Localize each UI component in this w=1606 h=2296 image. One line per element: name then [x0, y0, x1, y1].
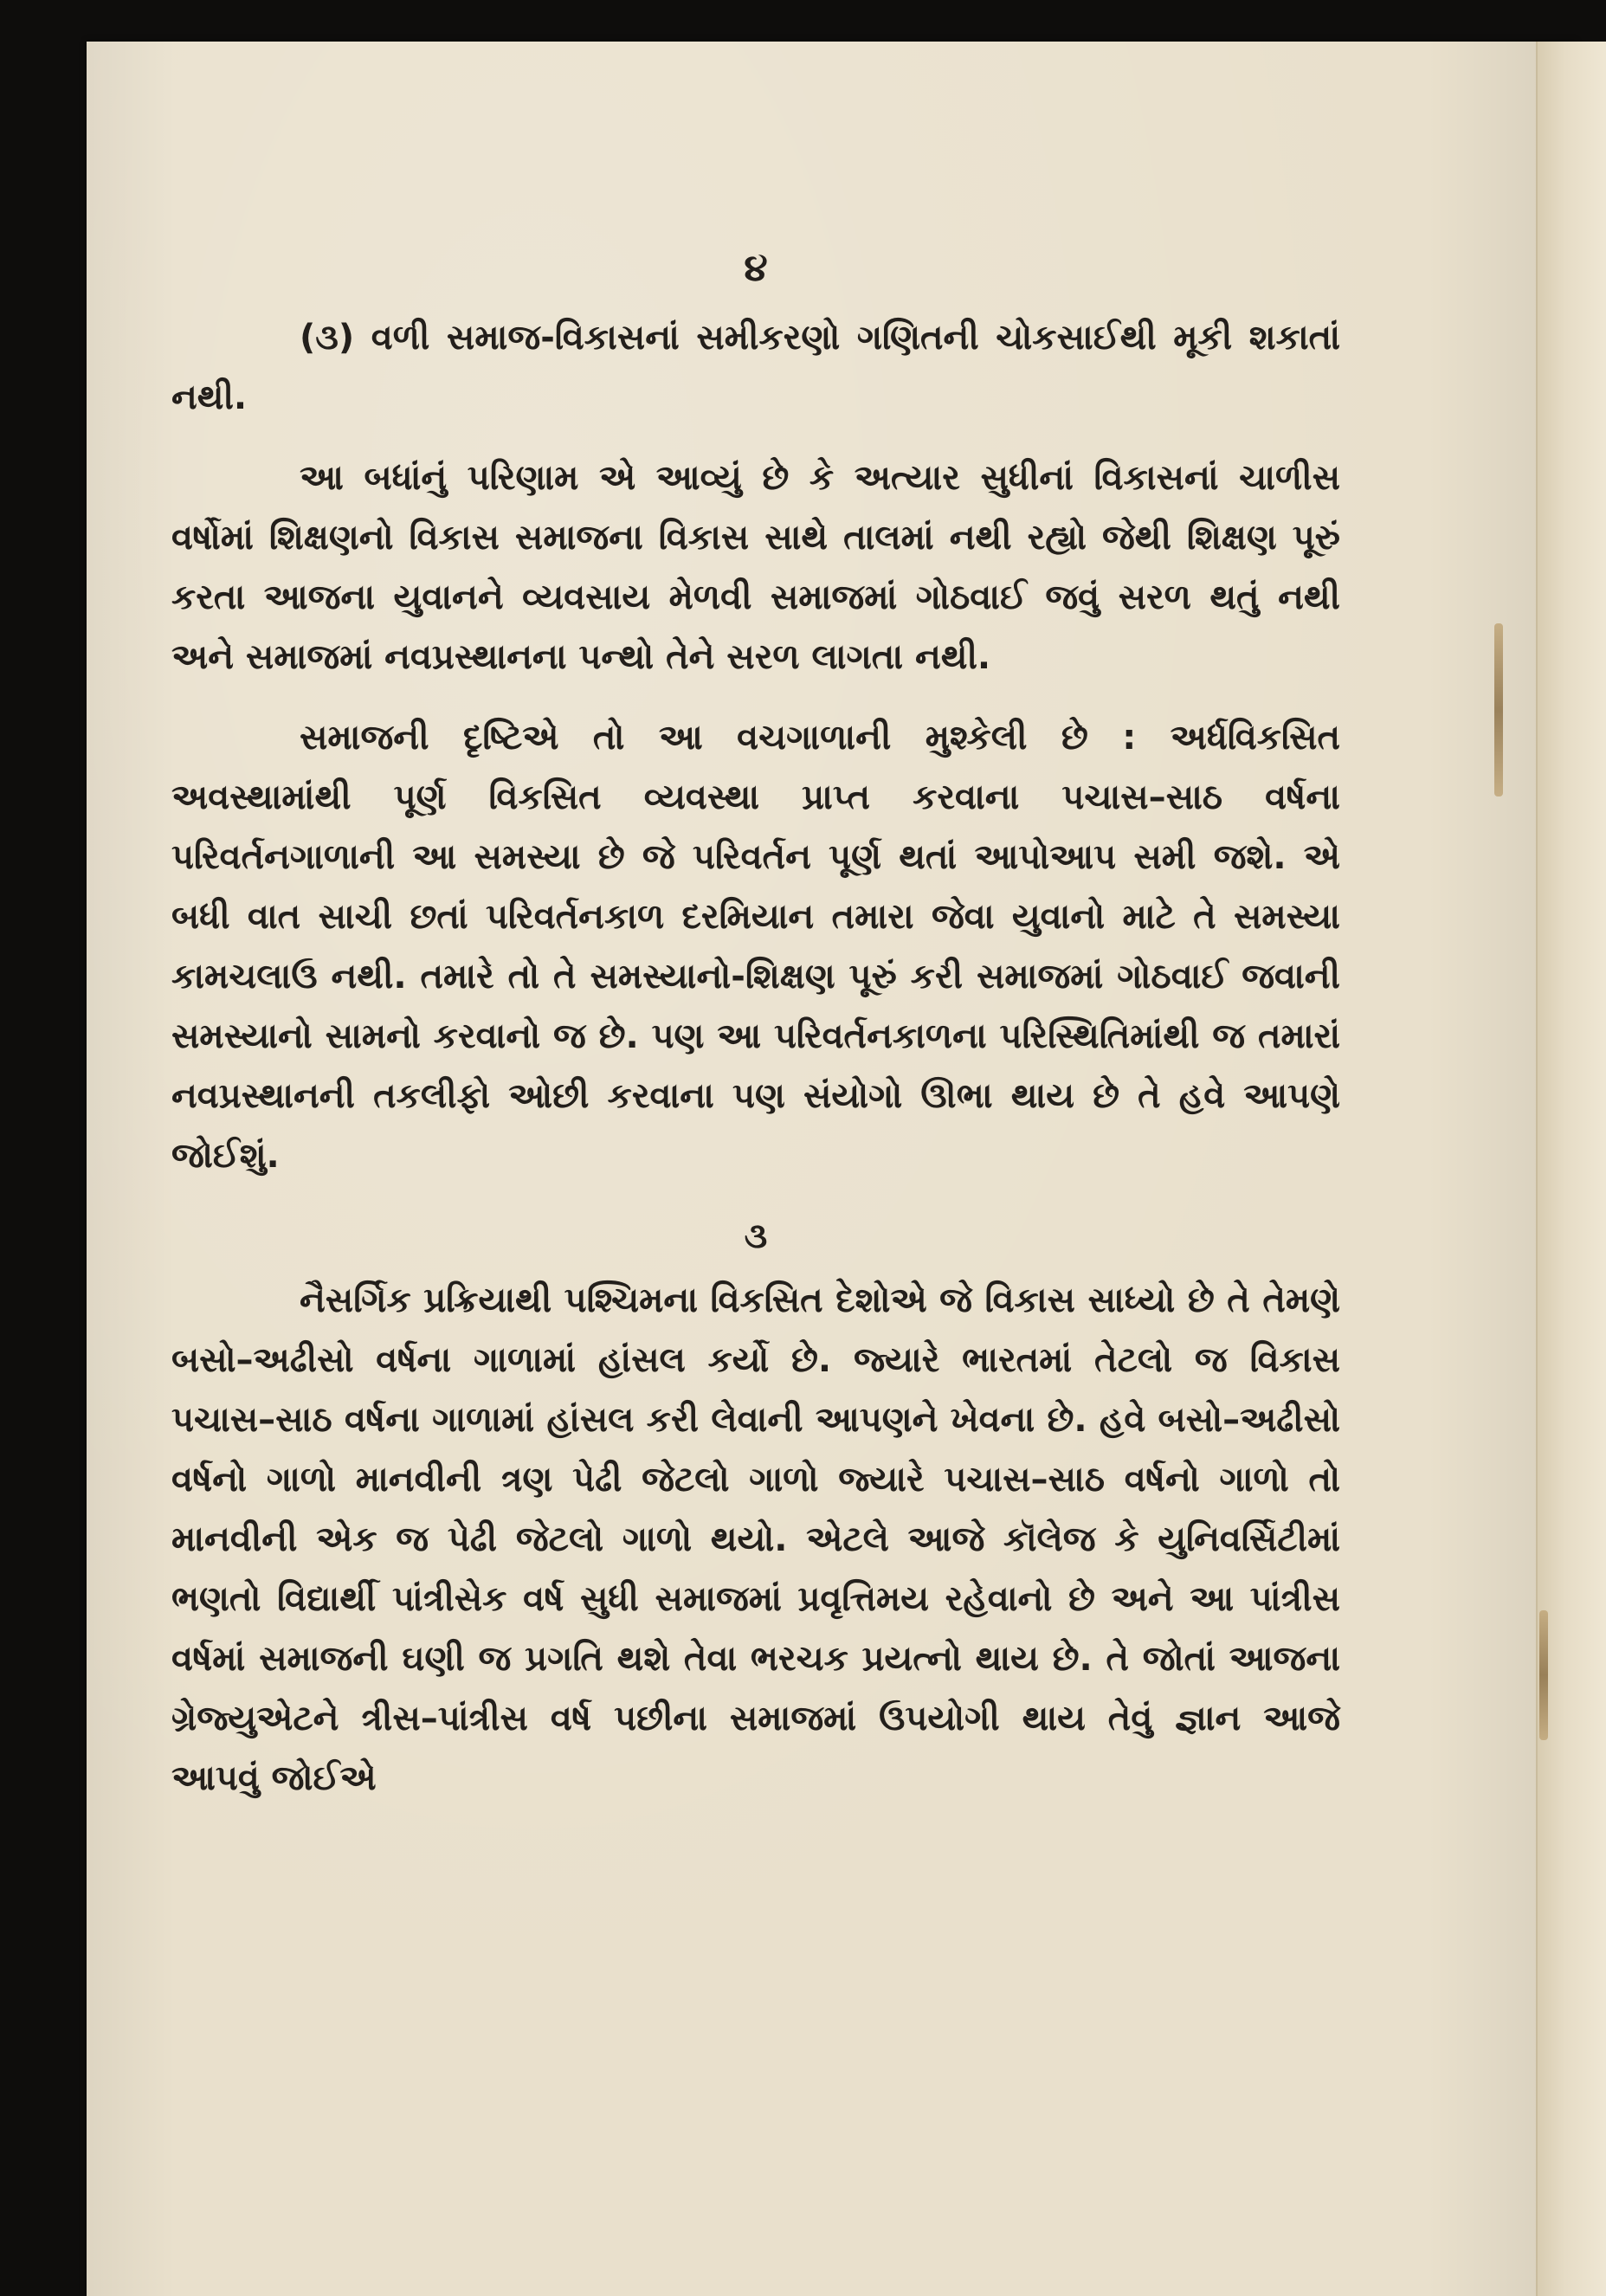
- paragraph-2: આ બધાંનું પરિણામ એ આવ્યું છે કે અત્યાર સુધીનાં વિકાસનાં ચાળીસ વર્ષોમાં શિક્ષણનો વિકાસ સમાજના વિકાસ સાથે તાલમાં નથી રહ્યો જેથી શિક્ષણ પૂરું કરતા આજના યુવાનને વ્યવસાય મેળવી સમાજમાં ગોઠવાઈ જવું સરળ થતું નથી અને સમાજમાં નવપ્રસ્થાનના પન્થો તેને સરળ લાગતા નથી.: [171, 458, 1340, 677]
- section-paragraph-1: નૈસર્ગિક પ્રક્રિયાથી પશ્ચિમના વિકસિત દેશોએ જે વિકાસ સાધ્યો છે તે તેમણે બસો–અઢીસો વર્ષના ગાળામાં હાંસલ કર્યો છે. જ્યારે ભારતમાં તેટલો જ વિકાસ પચાસ–સાઠ વર્ષના ગાળામાં હાંસલ કરી લેવાની આપણને ખેવના છે. હવે બસો–અઢીસો વર્ષનો ગાળો માનવીની ત્રણ પેઢી જેટલો ગાળો જ્યારે પચાસ–સાઠ વર્ષનો ગાળો તો માનવીની એક જ પેઢી જેટલો ગાળો થયો. એટલે આજે કૉલેજ કે યુનિવર્સિટીમાં ભણતો વિદ્યાર્થી પાંત્રીસેક વર્ષ સુધી સમાજમાં પ્રવૃત્તિમય રહેવાનો છે અને આ પાંત્રીસ વર્ષમાં સમાજની ઘણી જ પ્રગતિ થશે તેવા ભરચક પ્રયત્નો થાય છે. તે જોતાં આજના ગ્રેજ્યુએટને ત્રીસ–પાંત્રીસ વર્ષ પછીના સમાજમાં ઉપયોગી થાય તેવું જ્ઞાન આજે આપવું જોઈએ: [171, 1280, 1341, 1798]
- page-number: ૪: [744, 246, 768, 290]
- paragraph-3: સમાજની દૃષ્ટિએ તો આ વચગાળાની મુશ્કેલી છે : અર્ધવિકસિત અવસ્થામાંથી પૂર્ણ વિકસિત વ્યવસ્થા પ્રાપ્ત કરવાના પચાસ–સાઠ વર્ષના પરિવર્તનગાળાની આ સમસ્યા છે જે પરિવર્તન પૂર્ણ થતાં આપોઆપ સમી જશે. એ બધી વાત સાચી છતાં પરિવર્તનકાળ દરમિયાન તમારા જેવા યુવાનો માટે તે સમસ્યા કામચલાઉ નથી. તમારે તો તે સમસ્યાનો-શિક્ષણ પૂરું કરી સમાજમાં ગોઠવાઈ જવાની સમસ્યાનો સામનો કરવાનો જ છે. પણ આ પરિવર્તનકાળના પરિસ્થિતિમાંથી જ તમારાં નવપ્રસ્થાનની તકલીફો ઓછી કરવાના પણ સંયોગો ઊભા થાય છે તે હવે આપણે જોઈશું.: [171, 718, 1340, 1176]
- binding-mark-top: [1494, 623, 1503, 797]
- next-page-edge: [1536, 42, 1606, 2296]
- section-number: ૩: [744, 1216, 768, 1256]
- document-text: [171, 242, 1340, 1829]
- binding-mark-bottom: [1539, 1610, 1548, 1740]
- paragraph-1: (૩) વળી સમાજ-વિકાસનાં સમીકરણો ગણિતની ચોકસાઈથી મૂકી શકાતાં નથી.: [171, 318, 1340, 417]
